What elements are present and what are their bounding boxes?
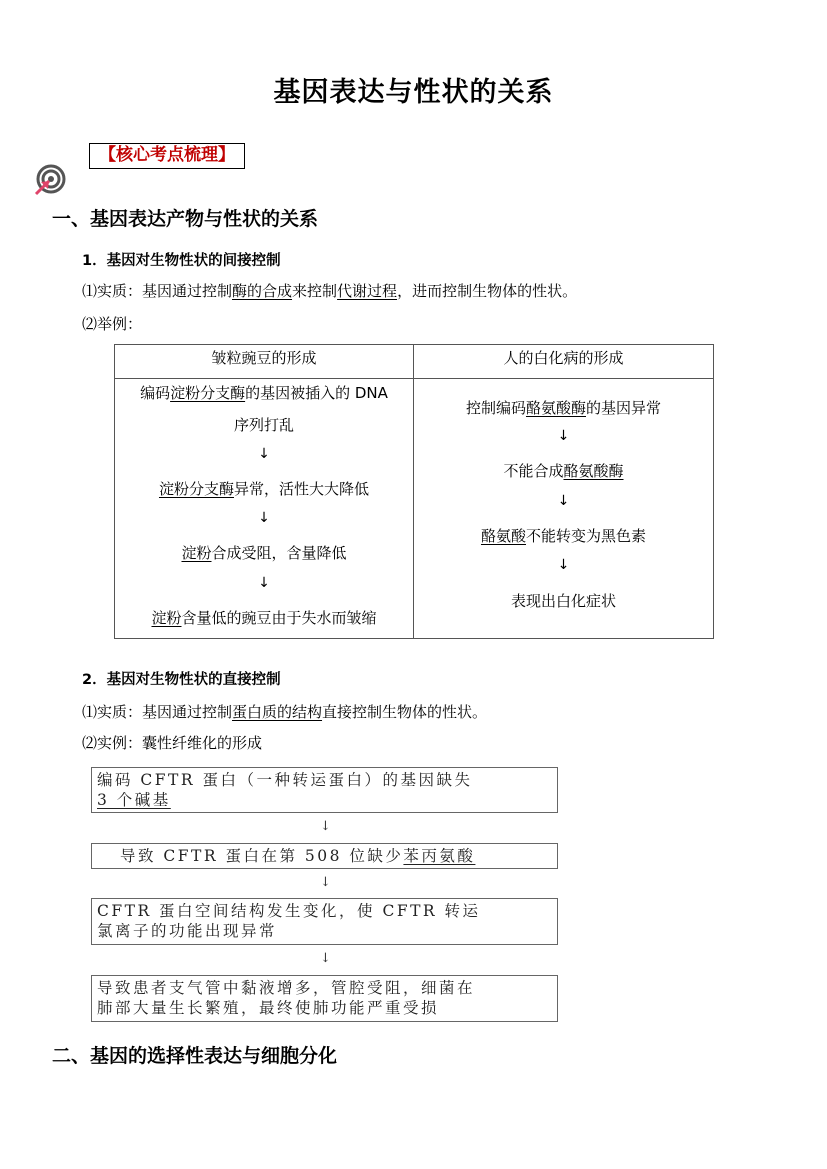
flow-box-3 — [91, 898, 558, 945]
table-cell-col2 — [414, 379, 714, 639]
sub2-example: ⑵实例：囊性纤维化的形成 — [82, 734, 263, 752]
table-header-col1: 皱粒豌豆的形成 — [115, 345, 414, 379]
table-header-col2: 人的白化病的形成 — [414, 345, 714, 379]
essence-text: 直接控制生物体的性状。 — [322, 703, 488, 721]
section1-heading: 一、基因表达产物与性状的关系 — [52, 208, 319, 230]
section2-heading: 二、基因的选择性表达与细胞分化 — [52, 1045, 338, 1067]
essence-text: ，进而控制生物体的性状。 — [397, 282, 578, 300]
page-title: 基因表达与性状的关系 — [273, 77, 554, 108]
col1-line4: 淀粉合成受阻，含量降低 — [181, 544, 347, 562]
down-arrow-icon: ↓ — [320, 819, 331, 834]
down-arrow-icon: ↓ — [320, 875, 331, 890]
down-arrow-icon: ↓ — [258, 575, 270, 591]
flow-box-2-text: 导致 CFTR 蛋白在第 508 位缺少 — [120, 847, 404, 865]
flow-box-4-line1: 导致患者支气管中黏液增多，管腔受阻，细菌在 — [97, 979, 476, 997]
down-arrow-icon: ↓ — [557, 428, 570, 444]
col1-line2: 序列打乱 — [233, 416, 294, 434]
flow-box-4-line2: 肺部大量生长繁殖，最终使肺功能严重受损 — [97, 999, 440, 1017]
down-arrow-icon: ↓ — [258, 446, 270, 462]
flow-box-1-line2: 3 个碱基 — [97, 791, 171, 809]
sub2-heading: 2．基因对生物性状的直接控制 — [82, 672, 281, 688]
col1-line5: 淀粉含量低的豌豆由于失水而皱缩 — [151, 609, 377, 627]
flow-box-2-term: 苯丙氨酸 — [403, 847, 476, 865]
table-cell-col1 — [115, 379, 414, 639]
flow-box-1-line1: 编码 CFTR 蛋白（一种转运蛋白）的基因缺失 — [97, 771, 473, 789]
flow-box-2 — [91, 843, 558, 869]
flow-box-1 — [91, 767, 558, 813]
col2-line1: 控制编码酪氨酸酶的基因异常 — [465, 399, 662, 417]
example-table — [114, 344, 714, 639]
flow-box-4 — [91, 975, 558, 1022]
sub1-essence — [82, 280, 577, 301]
col1-line3: 淀粉分支酶异常，活性大大降低 — [158, 480, 370, 498]
down-arrow-icon: ↓ — [320, 951, 331, 966]
essence-text: ⑴实质：基因通过控制 — [82, 703, 233, 721]
sub1-heading: 1．基因对生物性状的间接控制 — [82, 253, 281, 269]
essence-term: 代谢过程 — [337, 282, 398, 300]
down-arrow-icon: ↓ — [258, 510, 270, 526]
col2-line3: 酪氨酸不能转变为黑色素 — [480, 527, 647, 545]
flow-box-3-line2: 氯离子的功能出现异常 — [97, 922, 278, 940]
sub2-essence — [82, 701, 487, 722]
down-arrow-icon: ↓ — [557, 557, 570, 573]
sub1-example-label: ⑵举例： — [82, 315, 143, 333]
col2-line4: 表现出白化症状 — [510, 592, 616, 610]
col1-line1: 编码淀粉分支酶的基因被插入的 DNA — [140, 384, 388, 402]
essence-term: 酶的合成 — [232, 282, 293, 300]
section-badge: 【核心考点梳理】 — [89, 143, 245, 169]
down-arrow-icon: ↓ — [557, 493, 570, 509]
target-arrow-icon — [32, 164, 66, 198]
col2-line2: 不能合成酪氨酸酶 — [503, 462, 624, 480]
essence-term: 蛋白质的结构 — [232, 703, 323, 721]
essence-text: 来控制 — [292, 282, 338, 300]
flow-box-3-line1: CFTR 蛋白空间结构发生变化，使 CFTR 转运 — [97, 902, 481, 920]
essence-text: ⑴实质：基因通过控制 — [82, 282, 233, 300]
